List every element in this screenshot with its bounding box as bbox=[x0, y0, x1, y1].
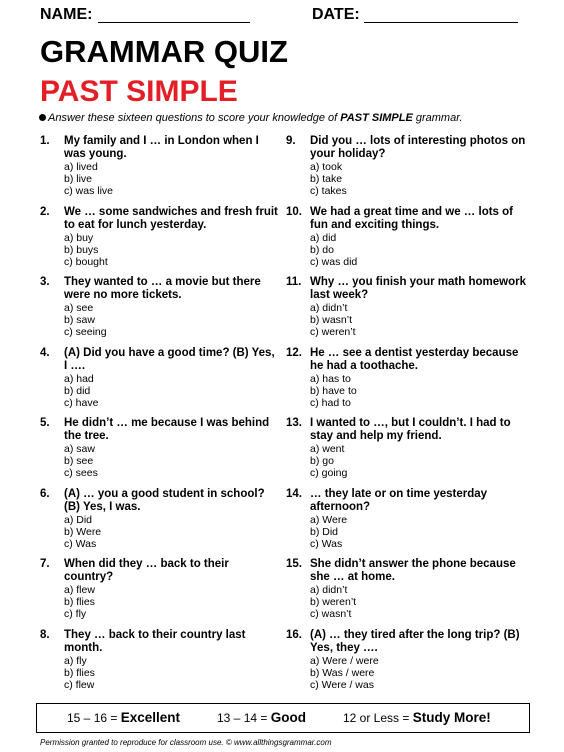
answer-option[interactable]: b) live bbox=[64, 173, 93, 185]
question-4 bbox=[40, 347, 280, 418]
question-1 bbox=[40, 135, 280, 206]
answer-option[interactable]: c) was live bbox=[64, 185, 114, 197]
answer-option[interactable]: c) flew bbox=[64, 678, 95, 691]
answer-option[interactable]: a) Were / were bbox=[310, 654, 379, 667]
answer-option[interactable]: b) take bbox=[310, 173, 343, 185]
answer-option[interactable]: a) Did bbox=[64, 513, 93, 526]
answer-option[interactable]: a) fly bbox=[64, 654, 87, 667]
answer-option[interactable]: c) seeing bbox=[64, 326, 107, 338]
page-subtitle: PAST SIMPLE bbox=[40, 75, 238, 108]
answer-option[interactable]: b) flies bbox=[64, 596, 95, 608]
question-number: 15. bbox=[286, 558, 302, 570]
question-text: I wanted to …, but I couldn’t. I had to stay and help my friend. bbox=[310, 417, 511, 442]
question-text: He … see a dentist yesterday because he had a toothache. bbox=[310, 346, 519, 372]
answer-option[interactable]: c) Was bbox=[64, 537, 97, 550]
answer-option[interactable]: b) weren’t bbox=[310, 596, 357, 608]
question-10 bbox=[286, 206, 526, 277]
question-6 bbox=[40, 488, 280, 559]
question-text: Did you … lots of interesting photos on your holiday? bbox=[310, 135, 526, 160]
answer-option[interactable]: c) Was bbox=[310, 537, 343, 550]
name-field-line[interactable] bbox=[98, 22, 250, 23]
answer-option[interactable]: c) was did bbox=[310, 255, 358, 268]
name-label: NAME: bbox=[40, 6, 93, 23]
questions-left-column bbox=[40, 135, 280, 699]
answer-option[interactable]: b) flies bbox=[64, 666, 95, 679]
question-12 bbox=[286, 347, 526, 418]
question-14 bbox=[286, 488, 526, 559]
answer-option[interactable]: b) go bbox=[310, 455, 334, 467]
question-13 bbox=[286, 417, 526, 488]
score-good: 13 – 14 = Good bbox=[217, 710, 306, 725]
question-text: They … back to their country last month. bbox=[64, 628, 246, 654]
answer-option[interactable]: b) did bbox=[64, 384, 91, 397]
question-number: 14. bbox=[286, 487, 302, 500]
question-number: 9. bbox=[286, 135, 296, 147]
question-number: 12. bbox=[286, 346, 302, 359]
answer-option[interactable]: b) Did bbox=[310, 525, 339, 538]
date-label: DATE: bbox=[312, 6, 360, 23]
question-number: 8. bbox=[40, 628, 50, 641]
answer-option[interactable]: a) saw bbox=[64, 443, 95, 455]
answer-option[interactable]: b) do bbox=[310, 243, 334, 256]
bullet-icon bbox=[39, 114, 46, 121]
question-number: 13. bbox=[286, 417, 302, 429]
question-text: She didn’t answer the phone because she … at home. bbox=[310, 558, 516, 583]
question-3 bbox=[40, 276, 280, 347]
scoring-box bbox=[36, 703, 530, 733]
answer-option[interactable]: a) took bbox=[310, 161, 343, 173]
answer-option[interactable]: a) didn’t bbox=[310, 584, 348, 596]
question-text: (A) … you a good student in school? (B) Yes, I was. bbox=[64, 487, 265, 513]
question-2 bbox=[40, 206, 280, 277]
header-row bbox=[40, 6, 544, 28]
answer-option[interactable]: c) bought bbox=[64, 255, 108, 268]
score-excellent: 15 – 16 = Excellent bbox=[67, 710, 180, 725]
question-5 bbox=[40, 417, 280, 488]
answer-option[interactable]: b) Were bbox=[64, 525, 102, 538]
answer-option[interactable]: c) Were / was bbox=[310, 678, 374, 691]
answer-option[interactable]: a) see bbox=[64, 302, 94, 314]
score-study-more: 12 or Less = Study More! bbox=[343, 710, 491, 725]
answer-option[interactable]: a) lived bbox=[64, 161, 98, 173]
questions-right-column bbox=[286, 135, 526, 699]
answer-option[interactable]: b) buys bbox=[64, 243, 99, 256]
answer-option[interactable]: a) did bbox=[310, 231, 337, 244]
question-11 bbox=[286, 276, 526, 347]
question-text: He didn’t … me because I was behind the tree. bbox=[64, 417, 270, 442]
question-text: Why … you finish your math homework last week? bbox=[310, 276, 526, 301]
question-15 bbox=[286, 558, 526, 629]
answer-option[interactable]: c) sees bbox=[64, 467, 98, 479]
page-title: GRAMMAR QUIZ bbox=[40, 34, 288, 69]
answer-option[interactable]: a) went bbox=[310, 443, 345, 455]
question-16 bbox=[286, 629, 526, 700]
answer-option[interactable]: b) have to bbox=[310, 384, 357, 397]
answer-option[interactable]: a) didn’t bbox=[310, 302, 348, 314]
question-number: 2. bbox=[40, 205, 50, 218]
answer-option[interactable]: b) saw bbox=[64, 314, 95, 326]
answer-option[interactable]: b) Was / were bbox=[310, 666, 375, 679]
answer-option[interactable]: c) takes bbox=[310, 185, 347, 197]
answer-option[interactable]: a) had bbox=[64, 372, 94, 385]
answer-option[interactable]: a) has to bbox=[310, 372, 351, 385]
answer-option[interactable]: a) buy bbox=[64, 231, 94, 244]
question-number: 16. bbox=[286, 628, 302, 641]
question-text: We … some sandwiches and fresh fruit to eat for lunch yesterday. bbox=[64, 205, 278, 231]
instructions: Answer these sixteen questions to score your knowledge of PAST SIMPLE grammar. bbox=[48, 111, 548, 125]
question-text: (A) … they tired after the long trip? (B) Yes, they …. bbox=[310, 628, 520, 654]
question-text: They wanted to … a movie but there were no more tickets. bbox=[64, 276, 261, 301]
answer-option[interactable]: a) flew bbox=[64, 584, 95, 596]
question-text: When did they … back to their country? bbox=[64, 558, 229, 583]
date-field-line[interactable] bbox=[364, 22, 518, 23]
question-text: … they late or on time yesterday afternoon? bbox=[310, 487, 488, 513]
question-number: 3. bbox=[40, 276, 50, 288]
answer-option[interactable]: a) Were bbox=[310, 513, 348, 526]
answer-option[interactable]: c) weren’t bbox=[310, 326, 356, 338]
question-text: (A) Did you have a good time? (B) Yes, I …. bbox=[64, 346, 275, 372]
answer-option[interactable]: b) wasn’t bbox=[310, 314, 353, 326]
answer-option[interactable]: b) see bbox=[64, 455, 94, 467]
question-8 bbox=[40, 629, 280, 700]
question-number: 1. bbox=[40, 135, 50, 147]
answer-option[interactable]: c) going bbox=[310, 467, 348, 479]
question-number: 4. bbox=[40, 346, 50, 359]
question-number: 6. bbox=[40, 487, 50, 500]
answer-option[interactable]: c) had to bbox=[310, 396, 351, 409]
answer-option[interactable]: c) fly bbox=[64, 608, 87, 620]
question-7 bbox=[40, 558, 280, 629]
question-number: 7. bbox=[40, 558, 50, 570]
answer-option[interactable]: c) have bbox=[64, 396, 99, 409]
question-number: 10. bbox=[286, 205, 302, 218]
answer-option[interactable]: c) wasn’t bbox=[310, 608, 352, 620]
question-9 bbox=[286, 135, 526, 206]
footer-permission: Permission granted to reproduce for classroom use. © www.allthingsgrammar.com bbox=[40, 738, 332, 747]
question-number: 11. bbox=[286, 276, 302, 288]
question-text: My family and I … in London when I was young. bbox=[64, 135, 259, 160]
question-number: 5. bbox=[40, 417, 50, 429]
question-text: We had a great time and we … lots of fun and exciting things. bbox=[310, 205, 513, 231]
